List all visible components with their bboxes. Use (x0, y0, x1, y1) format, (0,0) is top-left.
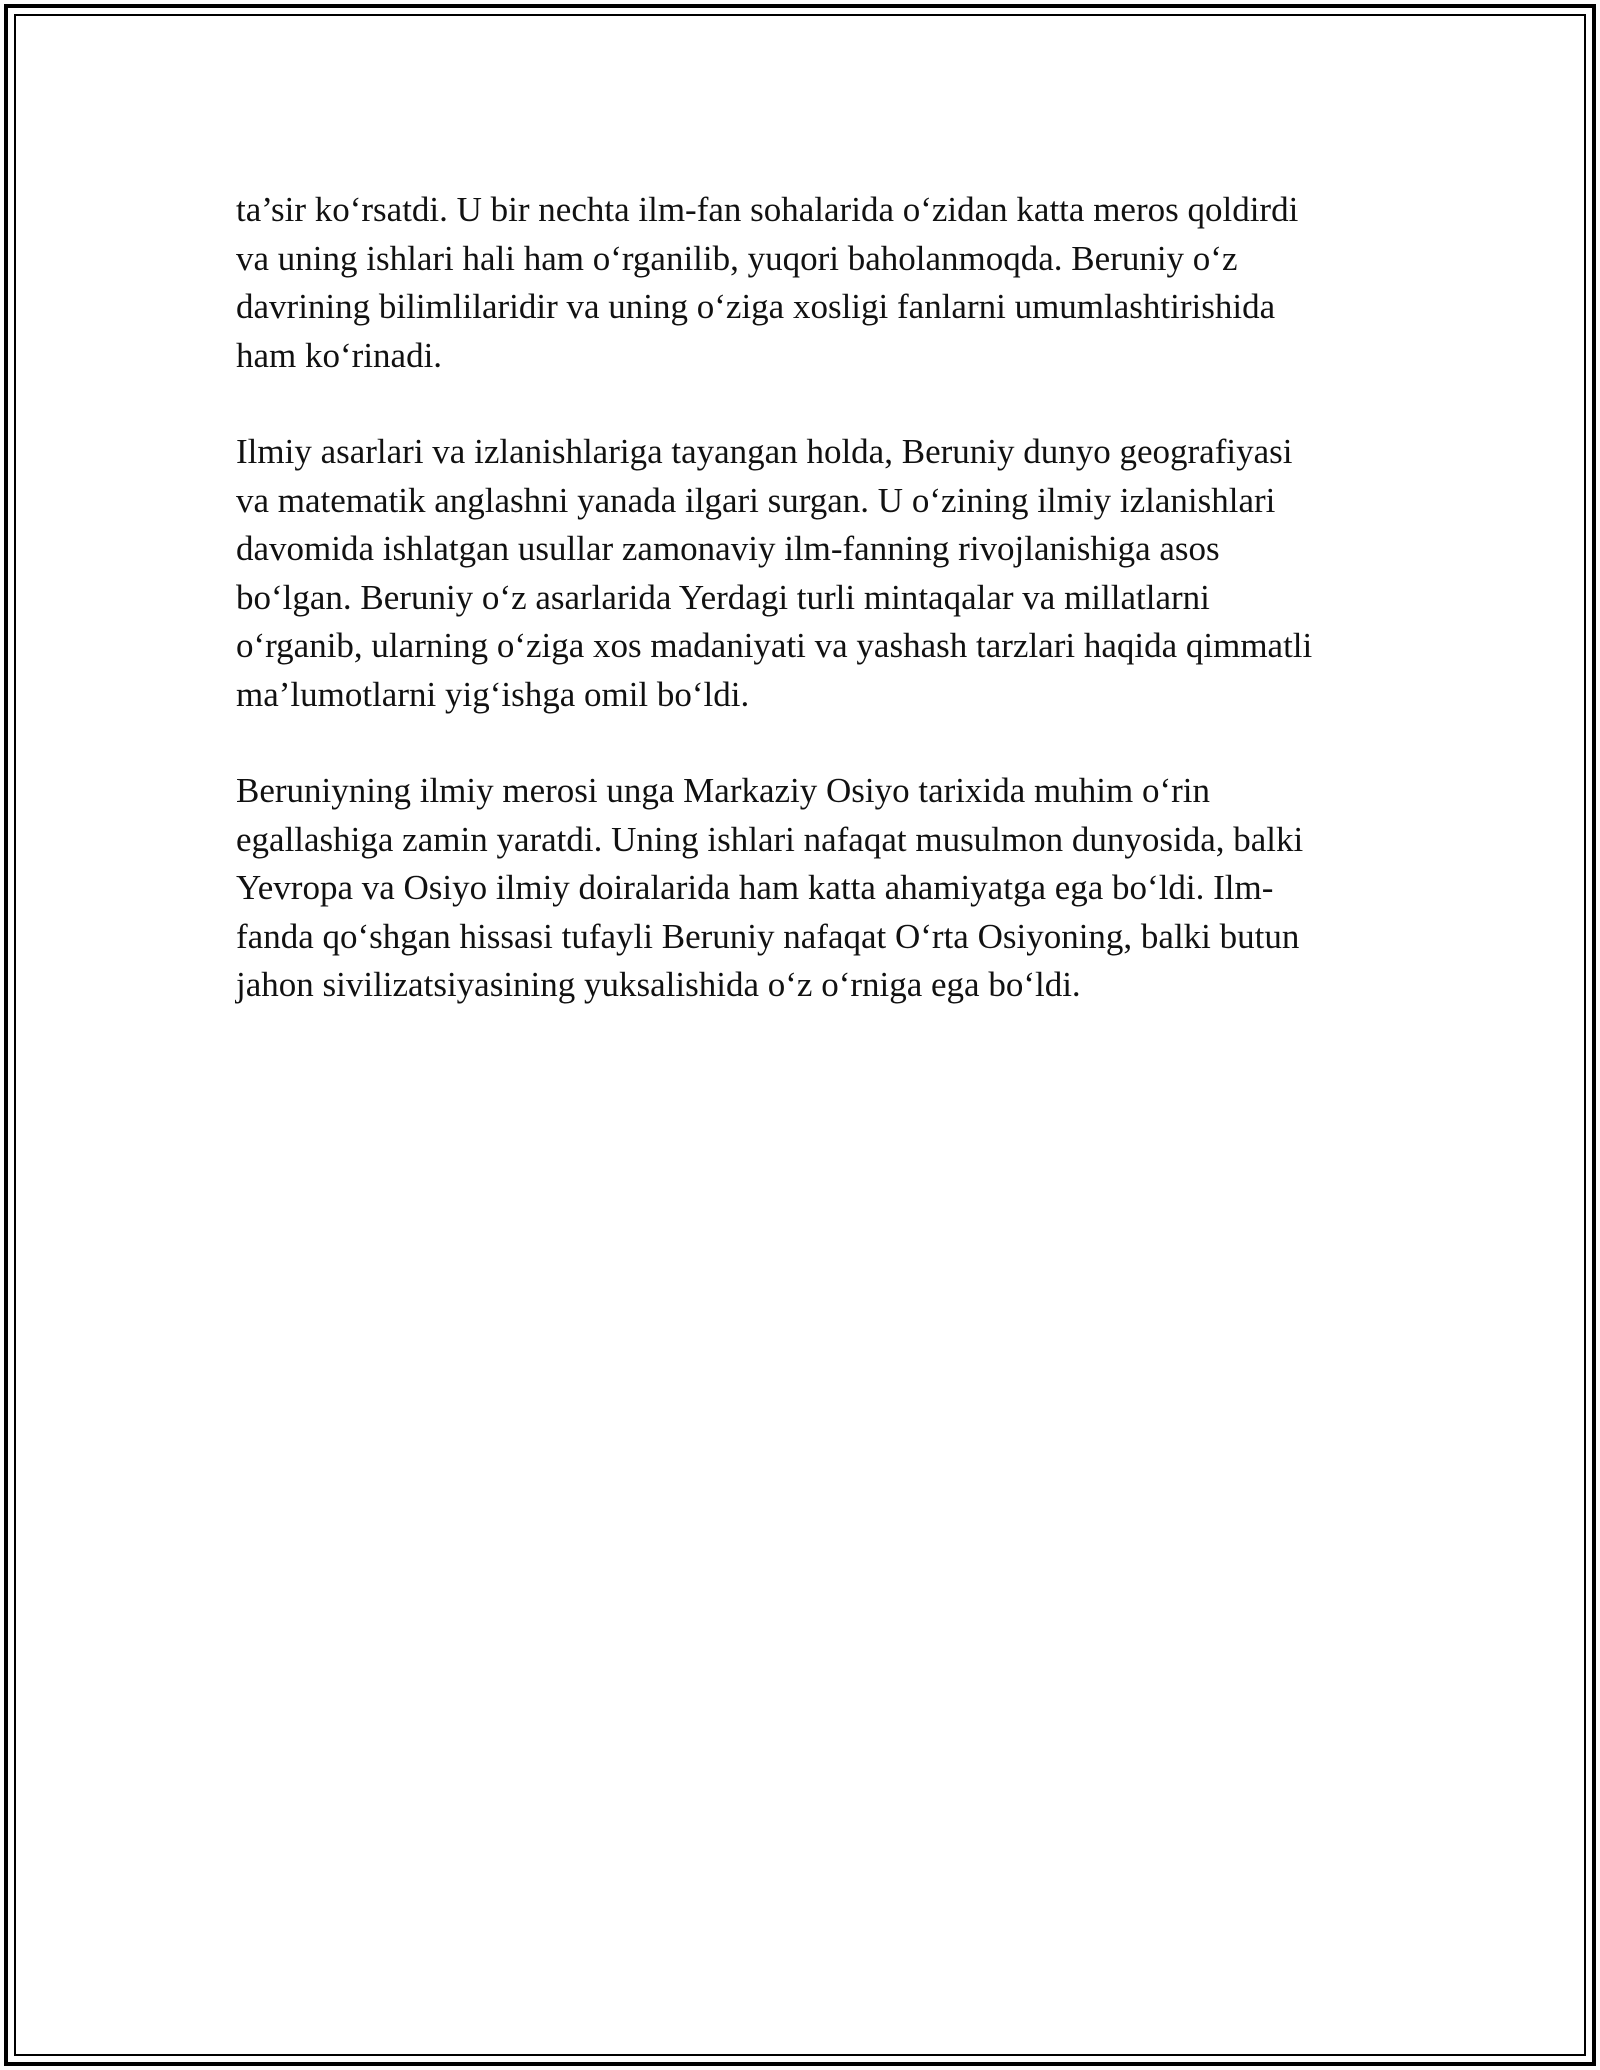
text-line: davomida ishlatgan usullar zamonaviy ilm-fanning rivojlanishiga asos (236, 529, 1220, 568)
text-line: egallashiga zamin yaratdi. Uning ishlari nafaqat musulmon dunyosida, balki (236, 819, 1304, 859)
text-line: va uning ishlari hali ham o‘rganilib, yuqori baholanmoqda. Beruniy o‘z (236, 238, 1238, 278)
text-line: ta’sir ko‘rsatdi. U bir nechta ilm-fan sohalarida o‘zidan katta meros qoldirdi (236, 190, 1299, 229)
text-line: o‘rganib, ularning o‘ziga xos madaniyati va yashash tarzlari haqida qimmatli (236, 626, 1313, 665)
text-line: ma’lumotlarni yig‘ishga omil bo‘ldi. (236, 674, 750, 714)
text-line: Ilmiy asarlari va izlanishlariga tayangan holda, Beruniy dunyo geografiyasi (236, 432, 1293, 471)
text-line: fanda qo‘shgan hissasi tufayli Beruniy nafaqat O‘rta Osiyoning, balki butun (236, 916, 1300, 956)
paragraph-1 (236, 186, 1366, 380)
text-line: ham ko‘rinadi. (236, 335, 443, 375)
text-line: jahon sivilizatsiyasining yuksalishida o‘z o‘rniga ega bo‘ldi. (236, 965, 1081, 1004)
paragraph-2 (236, 428, 1366, 719)
text-line: davrining bilimlilaridir va uning o‘ziga xosligi fanlarni umumlashtirishida (236, 287, 1276, 326)
text-line: bo‘lgan. Beruniy o‘z asarlarida Yerdagi turli mintaqalar va millatlarni (236, 577, 1210, 617)
text-line: Yevropa va Osiyo ilmiy doiralarida ham katta ahamiyatga ega bo‘ldi. Ilm- (236, 868, 1274, 907)
text-line: va matematik anglashni yanada ilgari surgan. U o‘zining ilmiy izlanishlari (236, 480, 1276, 520)
text-line: Beruniyning ilmiy merosi unga Markaziy Osiyo tarixida muhim o‘rin (236, 771, 1211, 810)
document-body (236, 186, 1366, 1058)
paragraph-3 (236, 767, 1366, 1010)
